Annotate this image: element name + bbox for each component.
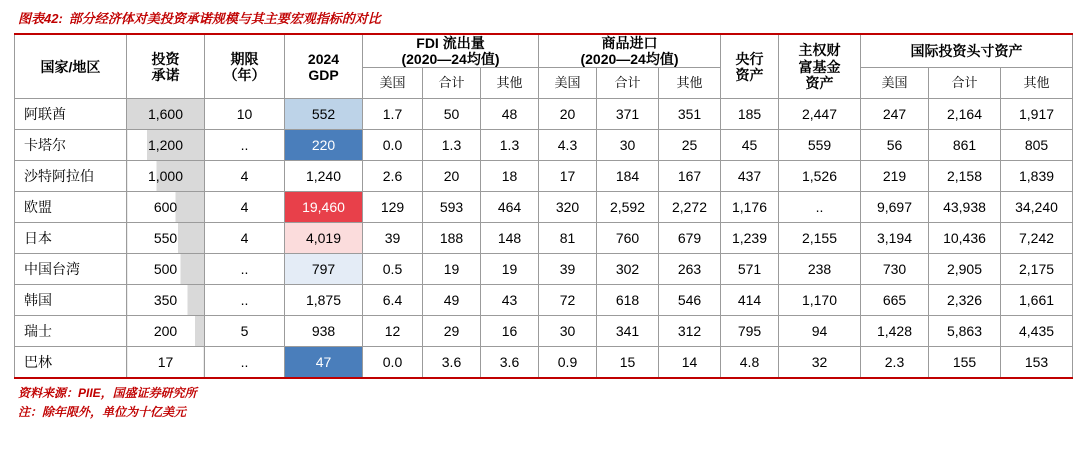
cell-fdi-total: 50 <box>423 99 481 130</box>
cell-country: 阿联酋 <box>15 99 127 130</box>
cell-fdi-total: 188 <box>423 223 481 254</box>
cell-fdi-total: 593 <box>423 192 481 223</box>
cell-term: 5 <box>205 316 285 347</box>
cell-fdi-total: 3.6 <box>423 347 481 379</box>
cell-commitment: 550 <box>127 223 205 254</box>
table-row <box>15 192 1073 223</box>
table-row <box>15 130 1073 161</box>
header-term: 期限 （年） <box>205 34 285 99</box>
cell-term: 4 <box>205 192 285 223</box>
cell-fdi-total: 1.3 <box>423 130 481 161</box>
cell-iip-us: 1,428 <box>861 316 929 347</box>
cell-import-us: 17 <box>539 161 597 192</box>
header-import-total: 合计 <box>597 68 659 99</box>
header-central-bank-assets: 央行 资产 <box>721 34 779 99</box>
note-line: 注：除年限外，单位为十亿美元 <box>18 404 187 419</box>
header-country: 国家/地区 <box>15 34 127 99</box>
table-row <box>15 316 1073 347</box>
cell-import-total: 184 <box>597 161 659 192</box>
cell-import-other: 2,272 <box>659 192 721 223</box>
cell-iip-total: 155 <box>929 347 1001 379</box>
cell-import-us: 4.3 <box>539 130 597 161</box>
cell-fdi-other: 48 <box>481 99 539 130</box>
cell-fdi-other: 3.6 <box>481 347 539 379</box>
cell-commitment: 600 <box>127 192 205 223</box>
cell-country: 瑞士 <box>15 316 127 347</box>
cell-import-us: 0.9 <box>539 347 597 379</box>
table-body <box>15 99 1073 379</box>
header-import-other: 其他 <box>659 68 721 99</box>
cell-swf-assets: 1,170 <box>779 285 861 316</box>
cell-iip-us: 247 <box>861 99 929 130</box>
cell-iip-total: 10,436 <box>929 223 1001 254</box>
cell-import-us: 320 <box>539 192 597 223</box>
cell-fdi-us: 1.7 <box>363 99 423 130</box>
cell-iip-total: 2,158 <box>929 161 1001 192</box>
cell-swf-assets: 32 <box>779 347 861 379</box>
cell-fdi-us: 0.5 <box>363 254 423 285</box>
cell-fdi-us: 129 <box>363 192 423 223</box>
cell-commitment: 1,600 <box>127 99 205 130</box>
header-iip-other: 其他 <box>1001 68 1073 99</box>
cell-commitment: 350 <box>127 285 205 316</box>
cell-fdi-us: 2.6 <box>363 161 423 192</box>
cell-import-other: 351 <box>659 99 721 130</box>
cell-term: 4 <box>205 223 285 254</box>
cell-import-us: 72 <box>539 285 597 316</box>
cell-fdi-other: 19 <box>481 254 539 285</box>
cell-iip-total: 2,905 <box>929 254 1001 285</box>
header-group-imports: 商品进口 (2020—24均值) <box>539 34 721 68</box>
cell-fdi-total: 29 <box>423 316 481 347</box>
cell-import-other: 25 <box>659 130 721 161</box>
cell-term: .. <box>205 130 285 161</box>
cell-iip-other: 805 <box>1001 130 1073 161</box>
cell-country: 韩国 <box>15 285 127 316</box>
cell-country: 欧盟 <box>15 192 127 223</box>
cell-commitment: 500 <box>127 254 205 285</box>
cell-swf-assets: 559 <box>779 130 861 161</box>
header-swf-assets: 主权财 富基金 资产 <box>779 34 861 99</box>
header-import-us: 美国 <box>539 68 597 99</box>
source-line: 资料来源：PIIE，国盛证券研究所 <box>18 386 197 401</box>
cell-import-total: 15 <box>597 347 659 379</box>
cell-fdi-us: 6.4 <box>363 285 423 316</box>
cell-gdp: 47 <box>285 347 363 379</box>
cell-gdp: 4,019 <box>285 223 363 254</box>
cell-central-bank-assets: 795 <box>721 316 779 347</box>
cell-iip-us: 730 <box>861 254 929 285</box>
table-row <box>15 99 1073 130</box>
cell-fdi-other: 43 <box>481 285 539 316</box>
cell-central-bank-assets: 414 <box>721 285 779 316</box>
figure-footer <box>14 384 1066 421</box>
cell-import-other: 312 <box>659 316 721 347</box>
cell-gdp: 220 <box>285 130 363 161</box>
cell-import-other: 263 <box>659 254 721 285</box>
cell-central-bank-assets: 571 <box>721 254 779 285</box>
cell-fdi-us: 0.0 <box>363 347 423 379</box>
cell-iip-other: 1,839 <box>1001 161 1073 192</box>
cell-central-bank-assets: 4.8 <box>721 347 779 379</box>
cell-import-total: 2,592 <box>597 192 659 223</box>
cell-fdi-us: 39 <box>363 223 423 254</box>
cell-country: 巴林 <box>15 347 127 379</box>
cell-iip-other: 1,661 <box>1001 285 1073 316</box>
cell-iip-total: 861 <box>929 130 1001 161</box>
cell-gdp: 19,460 <box>285 192 363 223</box>
header-fdi-us: 美国 <box>363 68 423 99</box>
cell-commitment: 17 <box>127 347 205 379</box>
table-row <box>15 161 1073 192</box>
figure-number: 图表42: <box>18 11 63 26</box>
header-commitment: 投资 承诺 <box>127 34 205 99</box>
cell-commitment: 1,000 <box>127 161 205 192</box>
cell-central-bank-assets: 437 <box>721 161 779 192</box>
cell-country: 日本 <box>15 223 127 254</box>
cell-import-us: 20 <box>539 99 597 130</box>
cell-term: .. <box>205 254 285 285</box>
cell-gdp: 1,240 <box>285 161 363 192</box>
cell-iip-other: 153 <box>1001 347 1073 379</box>
cell-commitment: 200 <box>127 316 205 347</box>
cell-iip-us: 56 <box>861 130 929 161</box>
header-gdp: 2024 GDP <box>285 34 363 99</box>
cell-fdi-total: 20 <box>423 161 481 192</box>
cell-iip-total: 43,938 <box>929 192 1001 223</box>
cell-fdi-us: 0.0 <box>363 130 423 161</box>
cell-term: .. <box>205 347 285 379</box>
table-row <box>15 347 1073 379</box>
cell-import-other: 14 <box>659 347 721 379</box>
cell-iip-us: 9,697 <box>861 192 929 223</box>
cell-gdp: 1,875 <box>285 285 363 316</box>
cell-swf-assets: 94 <box>779 316 861 347</box>
header-iip-total: 合计 <box>929 68 1001 99</box>
comparison-table <box>14 33 1073 379</box>
cell-import-us: 39 <box>539 254 597 285</box>
cell-term: 4 <box>205 161 285 192</box>
cell-import-total: 760 <box>597 223 659 254</box>
cell-central-bank-assets: 45 <box>721 130 779 161</box>
cell-gdp: 552 <box>285 99 363 130</box>
header-iip-us: 美国 <box>861 68 929 99</box>
cell-iip-other: 1,917 <box>1001 99 1073 130</box>
cell-iip-other: 4,435 <box>1001 316 1073 347</box>
cell-term: 10 <box>205 99 285 130</box>
cell-import-other: 546 <box>659 285 721 316</box>
cell-term: .. <box>205 285 285 316</box>
table-row <box>15 285 1073 316</box>
cell-iip-total: 2,326 <box>929 285 1001 316</box>
cell-iip-other: 34,240 <box>1001 192 1073 223</box>
cell-fdi-us: 12 <box>363 316 423 347</box>
table-row <box>15 254 1073 285</box>
figure-title-text: 部分经济体对美投资承诺规模与其主要宏观指标的对比 <box>68 11 381 26</box>
cell-import-total: 618 <box>597 285 659 316</box>
cell-central-bank-assets: 1,176 <box>721 192 779 223</box>
cell-fdi-other: 148 <box>481 223 539 254</box>
cell-import-other: 679 <box>659 223 721 254</box>
cell-import-total: 30 <box>597 130 659 161</box>
cell-country: 卡塔尔 <box>15 130 127 161</box>
cell-central-bank-assets: 1,239 <box>721 223 779 254</box>
cell-import-other: 167 <box>659 161 721 192</box>
cell-swf-assets: 2,447 <box>779 99 861 130</box>
figure-title <box>14 8 1066 27</box>
cell-iip-total: 5,863 <box>929 316 1001 347</box>
cell-fdi-other: 18 <box>481 161 539 192</box>
table-row <box>15 223 1073 254</box>
cell-swf-assets: 1,526 <box>779 161 861 192</box>
header-fdi-other: 其他 <box>481 68 539 99</box>
cell-import-total: 341 <box>597 316 659 347</box>
cell-iip-total: 2,164 <box>929 99 1001 130</box>
cell-swf-assets: 238 <box>779 254 861 285</box>
cell-iip-us: 665 <box>861 285 929 316</box>
cell-fdi-total: 19 <box>423 254 481 285</box>
header-fdi-total: 合计 <box>423 68 481 99</box>
cell-fdi-other: 1.3 <box>481 130 539 161</box>
cell-import-total: 302 <box>597 254 659 285</box>
cell-gdp: 797 <box>285 254 363 285</box>
cell-iip-other: 2,175 <box>1001 254 1073 285</box>
cell-iip-other: 7,242 <box>1001 223 1073 254</box>
cell-swf-assets: .. <box>779 192 861 223</box>
header-group-iip: 国际投资头寸资产 <box>861 34 1073 68</box>
cell-central-bank-assets: 185 <box>721 99 779 130</box>
cell-iip-us: 3,194 <box>861 223 929 254</box>
cell-iip-us: 2.3 <box>861 347 929 379</box>
cell-gdp: 938 <box>285 316 363 347</box>
cell-fdi-other: 464 <box>481 192 539 223</box>
cell-swf-assets: 2,155 <box>779 223 861 254</box>
cell-import-us: 30 <box>539 316 597 347</box>
cell-country: 中国台湾 <box>15 254 127 285</box>
cell-import-us: 81 <box>539 223 597 254</box>
header-group-fdi: FDI 流出量 (2020—24均值) <box>363 34 539 68</box>
cell-country: 沙特阿拉伯 <box>15 161 127 192</box>
cell-fdi-total: 49 <box>423 285 481 316</box>
cell-iip-us: 219 <box>861 161 929 192</box>
cell-import-total: 371 <box>597 99 659 130</box>
cell-fdi-other: 16 <box>481 316 539 347</box>
cell-commitment: 1,200 <box>127 130 205 161</box>
table-header <box>15 34 1073 99</box>
